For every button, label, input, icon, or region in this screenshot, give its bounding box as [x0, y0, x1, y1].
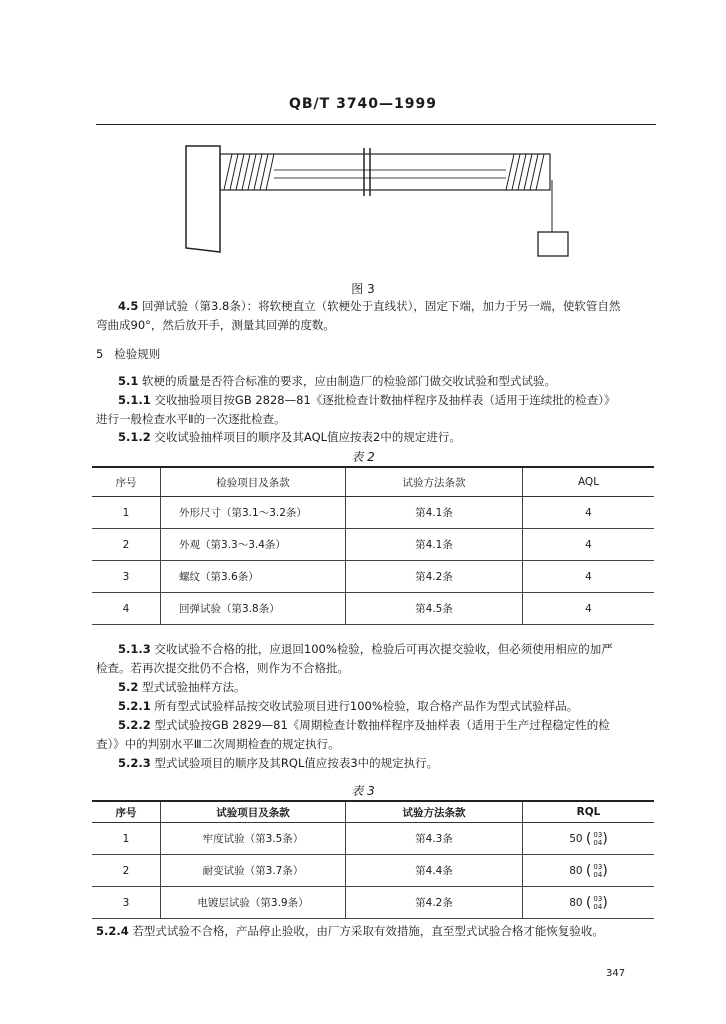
- page-number: 347: [606, 968, 626, 979]
- table-cell: 第4.3条: [346, 823, 523, 855]
- para-text: 所有型式试验样品按交收试验项目进行100%检验，取合格产品作为型式试验样品。: [154, 699, 579, 713]
- hose-threads-left: [224, 154, 274, 190]
- para-text: 回弹试验（第3.8条）：将软梗直立（软梗处于直线状），固定下端，加力于另一端，使软管自然: [142, 299, 621, 313]
- table-cell: 4: [523, 561, 655, 593]
- table-row: [92, 497, 654, 529]
- table-row: [92, 887, 654, 919]
- table-cell: 4: [523, 593, 655, 625]
- para-text: 交收试验不合格的批，应退回100%检验，检验后可再次提交验收，但必须使用相应的加严: [154, 642, 613, 656]
- table-cell: 第4.5条: [346, 593, 523, 625]
- para-5-2-2-cont: 查）》中的判别水平Ⅲ二次周期检查的规定执行。: [96, 737, 340, 751]
- table-2: [92, 466, 654, 625]
- table-cell: 2: [92, 529, 161, 561]
- table-cell: 2: [92, 855, 161, 887]
- section-5-heading: [96, 345, 160, 364]
- table-cell: 1: [92, 497, 161, 529]
- rql-value: 50: [569, 832, 583, 845]
- table-header-cell: RQL: [523, 801, 655, 823]
- para-4-5-cont: 弯曲成90°，然后放开手，测量其回弹的度数。: [96, 318, 335, 332]
- table-cell: 回弹试验（第3.8条）: [161, 593, 346, 625]
- para-text: 型式试验按GB 2829—81《周期检查计数抽样程序及抽样表（适用于生产过程稳定性的检: [154, 718, 610, 732]
- document-header: QB/T 3740—1999: [288, 96, 438, 112]
- table-row: [92, 855, 654, 887]
- para-5-1-3-cont: 检查。若再次提交批仍不合格，则作为不合格批。: [96, 661, 349, 675]
- table-cell: 耐变试验（第3.7条）: [161, 855, 346, 887]
- table-cell: 电镀层试验（第3.9条）: [161, 887, 346, 919]
- table-cell: 第4.1条: [346, 497, 523, 529]
- ac-re-fraction: 03 04: [593, 830, 603, 847]
- para-number: 5.1.2: [118, 430, 151, 444]
- section-title: 检验规则: [114, 347, 161, 361]
- table-cell: 80 ( 03 04 ): [523, 855, 655, 887]
- table-header-cell: AQL: [523, 467, 655, 497]
- para-number: 5.2: [118, 680, 139, 694]
- table-cell: 第4.2条: [346, 887, 523, 919]
- table-3: [92, 800, 654, 919]
- para-text: 型式试验抽样方法。: [142, 680, 246, 694]
- para-number: 4.5: [118, 299, 139, 313]
- table-2-caption: 表 2: [351, 450, 375, 464]
- para-number: 5.2.2: [118, 718, 151, 732]
- para-text: 交收试验抽样项目的顺序及其AQL值应按表2中的规定进行。: [154, 430, 461, 444]
- para-5-1-3: [118, 640, 613, 659]
- rql-value: 80: [569, 864, 583, 877]
- table-cell: 4: [92, 593, 161, 625]
- table-header-cell: 序号: [92, 801, 161, 823]
- para-number: 5.1.3: [118, 642, 151, 656]
- para-text: 交收抽验项目按GB 2828—81《逐批检查计数抽样程序及抽样表（适用于连续批的检查）》: [154, 393, 616, 407]
- para-text: 软梗的质量是否符合标准的要求，应由制造厂的检验部门做交收试验和型式试验。: [142, 374, 557, 388]
- table-cell: 3: [92, 561, 161, 593]
- table-row: [92, 529, 654, 561]
- table-cell: 4: [523, 529, 655, 561]
- hose-threads-right: [506, 154, 544, 190]
- para-5-1-1: [118, 391, 616, 410]
- para-number: 5.1.1: [118, 393, 151, 407]
- table-header-cell: 试验项目及条款: [161, 801, 346, 823]
- table-row: [92, 593, 654, 625]
- table-cell: 外形尺寸（第3.1～3.2条）: [161, 497, 346, 529]
- table-cell: 螺纹（第3.6条）: [161, 561, 346, 593]
- para-5-1: [118, 372, 556, 391]
- table-header-cell: 试验方法条款: [346, 467, 523, 497]
- table-cell: 外观（第3.3～3.4条）: [161, 529, 346, 561]
- rql-value: 80: [569, 896, 583, 909]
- para-5-1-2: [118, 428, 461, 447]
- para-5-2-2: [118, 716, 610, 735]
- para-5-1-1-cont: 进行一般检查水平Ⅱ的一次逐批检查。: [96, 412, 286, 426]
- table-3-caption: 表 3: [351, 784, 375, 798]
- table-cell: 第4.2条: [346, 561, 523, 593]
- ac-re-fraction: 03 04: [593, 894, 603, 911]
- para-5-2-4: [96, 922, 604, 941]
- header-rule: [96, 124, 656, 125]
- table-cell: 4: [523, 497, 655, 529]
- figure-3-drawing: [180, 140, 580, 260]
- table-header-cell: 检验项目及条款: [161, 467, 346, 497]
- para-number: 5.2.4: [96, 924, 129, 938]
- table-cell: 第4.4条: [346, 855, 523, 887]
- table-cell: 第4.1条: [346, 529, 523, 561]
- table-cell: 50 ( 03 04 ): [523, 823, 655, 855]
- para-text: 型式试验项目的顺序及其RQL值应按表3中的规定执行。: [154, 756, 439, 770]
- table-cell: 3: [92, 887, 161, 919]
- para-text: 若型式试验不合格，产品停止验收，由厂方采取有效措施，直至型式试验合格才能恢复验收。: [132, 924, 604, 938]
- ac-re-fraction: 03 04: [593, 862, 603, 879]
- weight-block: [538, 232, 568, 256]
- para-4-5: [118, 297, 620, 316]
- para-number: 5.2.1: [118, 699, 151, 713]
- para-5-2-3: [118, 754, 438, 773]
- table-cell: 80 ( 03 04 ): [523, 887, 655, 919]
- table-header-cell: 试验方法条款: [346, 801, 523, 823]
- table-cell: 1: [92, 823, 161, 855]
- section-number: 5: [96, 347, 104, 361]
- para-5-2: [118, 678, 246, 697]
- para-number: 5.2.3: [118, 756, 151, 770]
- table-cell: 牢度试验（第3.5条）: [161, 823, 346, 855]
- clamp-block: [186, 146, 220, 252]
- table-row: [92, 823, 654, 855]
- table-header-cell: 序号: [92, 467, 161, 497]
- figure-caption: 图 3: [351, 282, 375, 296]
- para-5-2-1: [118, 697, 578, 716]
- para-number: 5.1: [118, 374, 139, 388]
- table-row: [92, 561, 654, 593]
